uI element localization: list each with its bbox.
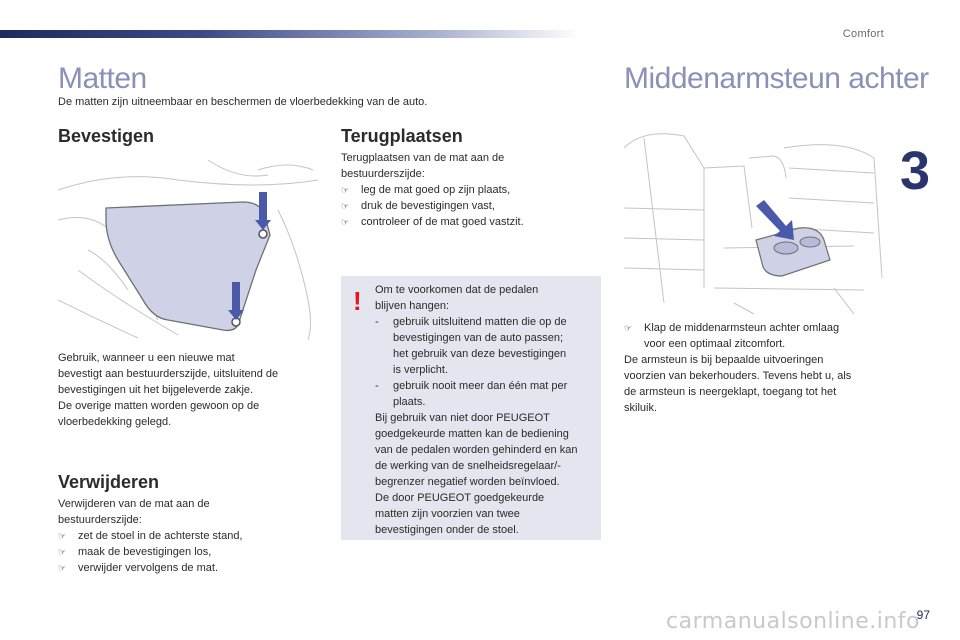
pointing-hand-icon: ☞ [341,185,350,195]
text-line: bevestigt aan bestuurderszijde, uitsluitend de [58,368,279,380]
bullet-item: ☞ controleer of de mat goed vastzit. [341,216,524,228]
text-line: bevestigingen uit het bijgeleverde zakje. [58,384,254,396]
arrow-down-icon [756,200,794,240]
armrest-illustration [624,128,884,314]
header-band [0,30,580,38]
bullet-item: ☞ verwijder vervolgens de mat. [58,562,219,574]
bullet-item: ☞ leg de mat goed op zijn plaats, [341,184,511,196]
text-line: de armsteun is neergeklapt, toegang tot het [624,386,837,398]
text-line: voorzien van bekerhouders. Tevens hebt u, als [624,370,852,382]
text-line: Bij gebruik van niet door PEUGEOT [375,412,550,424]
bullet-item: ☞ zet de stoel in de achterste stand, [58,530,243,542]
bullet-item: ☞ Klap de middenarmsteun achter omlaag voor een optimaal zitcomfort. [624,322,840,350]
text-line: skiluik. [624,402,658,414]
bevestigen-text [58,350,328,430]
heading-bevestigen: Bevestigen [58,126,155,146]
chapter-number: 3 [899,141,930,201]
floor-mat-shape [106,202,270,330]
warning-box [341,276,601,540]
pointing-hand-icon: ☞ [341,217,350,227]
text-line: bevestigingen onder de stoel. [375,524,519,536]
text-line: De overige matten worden gewoon op de [58,400,260,412]
text-line: De door PEUGEOT goedgekeurde [375,492,545,504]
page-title: Matten [58,62,147,95]
page-number: 97 [916,608,930,622]
bullet-item: ☞ druk de bevestigingen vast, [341,200,495,212]
verwijderen-text [58,496,328,576]
heading-terugplaatsen: Terugplaatsen [341,126,463,146]
pointing-hand-icon: ☞ [58,547,67,557]
text-line: matten zijn voorzien van twee [375,508,520,520]
text-line: Om te voorkomen dat de pedalen [375,284,539,296]
pointing-hand-icon: ☞ [624,323,633,333]
fastener-icon [259,230,267,238]
bullet-item: ☞ maak de bevestigingen los, [58,546,212,558]
text-line: Gebruik, wanneer u een nieuwe mat [58,352,235,364]
pointing-hand-icon: ☞ [341,201,350,211]
watermark: carmanualsonline.info [666,609,920,634]
text-line: Verwijderen van de mat aan de [58,498,210,510]
text-line: vloerbedekking gelegd. [58,416,172,428]
text-line: blijven hangen: [375,300,450,312]
floor-mat-illustration [58,150,318,340]
text-line: goedgekeurde matten kan de bediening [375,428,569,440]
heading-verwijderen: Verwijderen [58,472,160,492]
text-line: begrenzer negatief worden beïnvloed. [375,476,560,488]
armrest-text [624,320,894,416]
text-line: van de pedalen worden gehinderd en kan [375,444,578,456]
warning-text [375,282,597,538]
text-line: De armsteun is bij bepaalde uitvoeringen [624,354,824,366]
pointing-hand-icon: ☞ [58,563,67,573]
intro-text: De matten zijn uitneembaar en beschermen de vloerbedekking van de auto. [58,96,428,108]
dash-item: - gebruik uitsluitend matten die op de bevestigingen van de auto passen; het gebruik van deze bevestigingen is verplicht. [375,316,567,376]
terugplaatsen-text [341,150,601,230]
dash-item: - gebruik nooit meer dan één mat per plaats. [375,380,568,408]
pointing-hand-icon: ☞ [58,531,67,541]
section-label: Comfort [842,28,884,40]
text-line: Terugplaatsen van de mat aan de [341,152,505,164]
text-line: bestuurderszijde: [58,514,142,526]
right-title: Middenarmsteun achter [624,62,929,95]
text-line: de werking van de snelheidsregelaar/- [375,460,561,472]
text-line: bestuurderszijde: [341,168,425,180]
exclamation-icon: ! [353,286,362,316]
